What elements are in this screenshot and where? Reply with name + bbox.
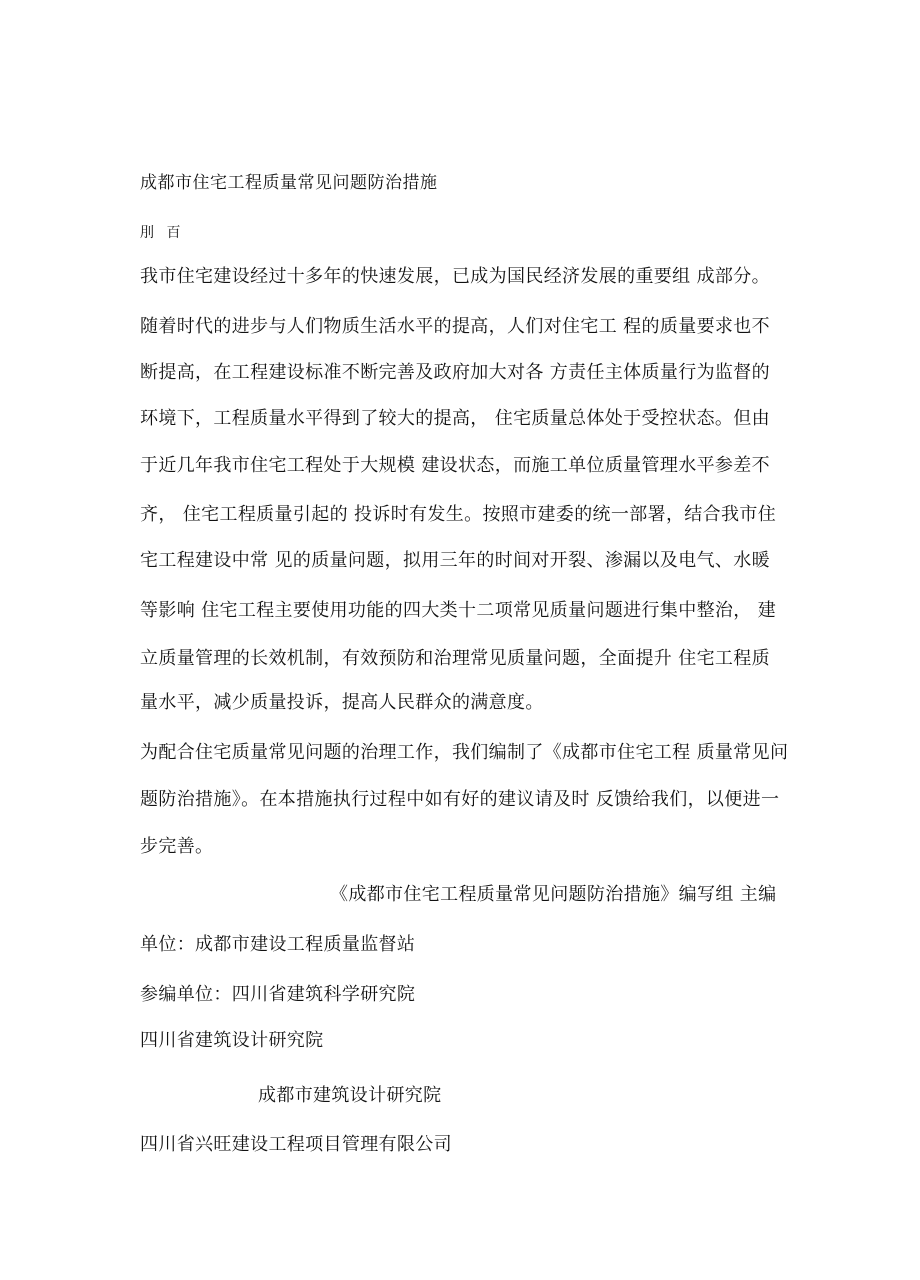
participating-unit-4: 四川省兴旺建设工程项目管理有限公司 [140,1134,452,1155]
paragraph-1-line-2: 随着时代的进步与人们物质生活水平的提高，人们对住宅工 程的质量要求也不 [140,316,770,337]
compiler-line: 《成都市住宅工程质量常见问题防治措施》编写组 主编 [330,884,777,905]
paragraph-1-line-1: 我市住宅建设经过十多年的快速发展，已成为国民经济发展的重要组 成部分。 [140,266,770,287]
paragraph-1-line-8: 等影响 住宅工程主要使用功能的四大类十二项常见质量问题进行集中整治， 建 [140,600,777,621]
paragraph-1-line-9: 立质量管理的长效机制，有效预防和治理常见质量问题，全面提升 住宅工程质 [140,648,770,669]
paragraph-2-line-2: 题防治措施》。在本措施执行过程中如有好的建议请及时 反馈给我们，以便进一 [140,789,780,810]
participating-unit-2: 四川省建筑设计研究院 [140,1030,324,1051]
paragraph-1-line-6: 齐， 住宅工程质量引起的 投诉时有发生。按照市建委的统一部署，结合我市住 [140,504,777,525]
preface-heading: 刖 百 [140,225,185,241]
participating-unit-1: 参编单位：四川省建筑科学研究院 [140,984,416,1005]
paragraph-1-line-3: 断提高，在工程建设标准不断完善及政府加大对各 方责任主体质量行为监督的 [140,362,770,383]
paragraph-1-line-5: 于近几年我市住宅工程处于大规模 建设状态，而施工单位质量管理水平参差不 [140,455,770,476]
document-title: 成都市住宅工程质量常见问题防治措施 [140,173,438,193]
paragraph-2-line-3: 步完善。 [140,836,214,857]
paragraph-1-line-10: 量水平，减少质量投诉，提高人民群众的满意度。 [140,692,544,713]
paragraph-1-line-4: 环境下，工程质量水平得到了较大的提高， 住宅质量总体处于受控状态。但由 [140,408,770,429]
chief-unit: 单位：成都市建设工程质量监督站 [140,934,416,955]
participating-unit-3: 成都市建筑设计研究院 [258,1085,442,1106]
paragraph-2-line-1: 为配合住宅质量常见问题的治理工作，我们编制了《成都市住宅工程 质量常见问 [140,742,789,763]
paragraph-1-line-7: 宅工程建设中常 见的质量问题，拟用三年的时间对开裂、渗漏以及电气、水暖 [140,550,770,571]
